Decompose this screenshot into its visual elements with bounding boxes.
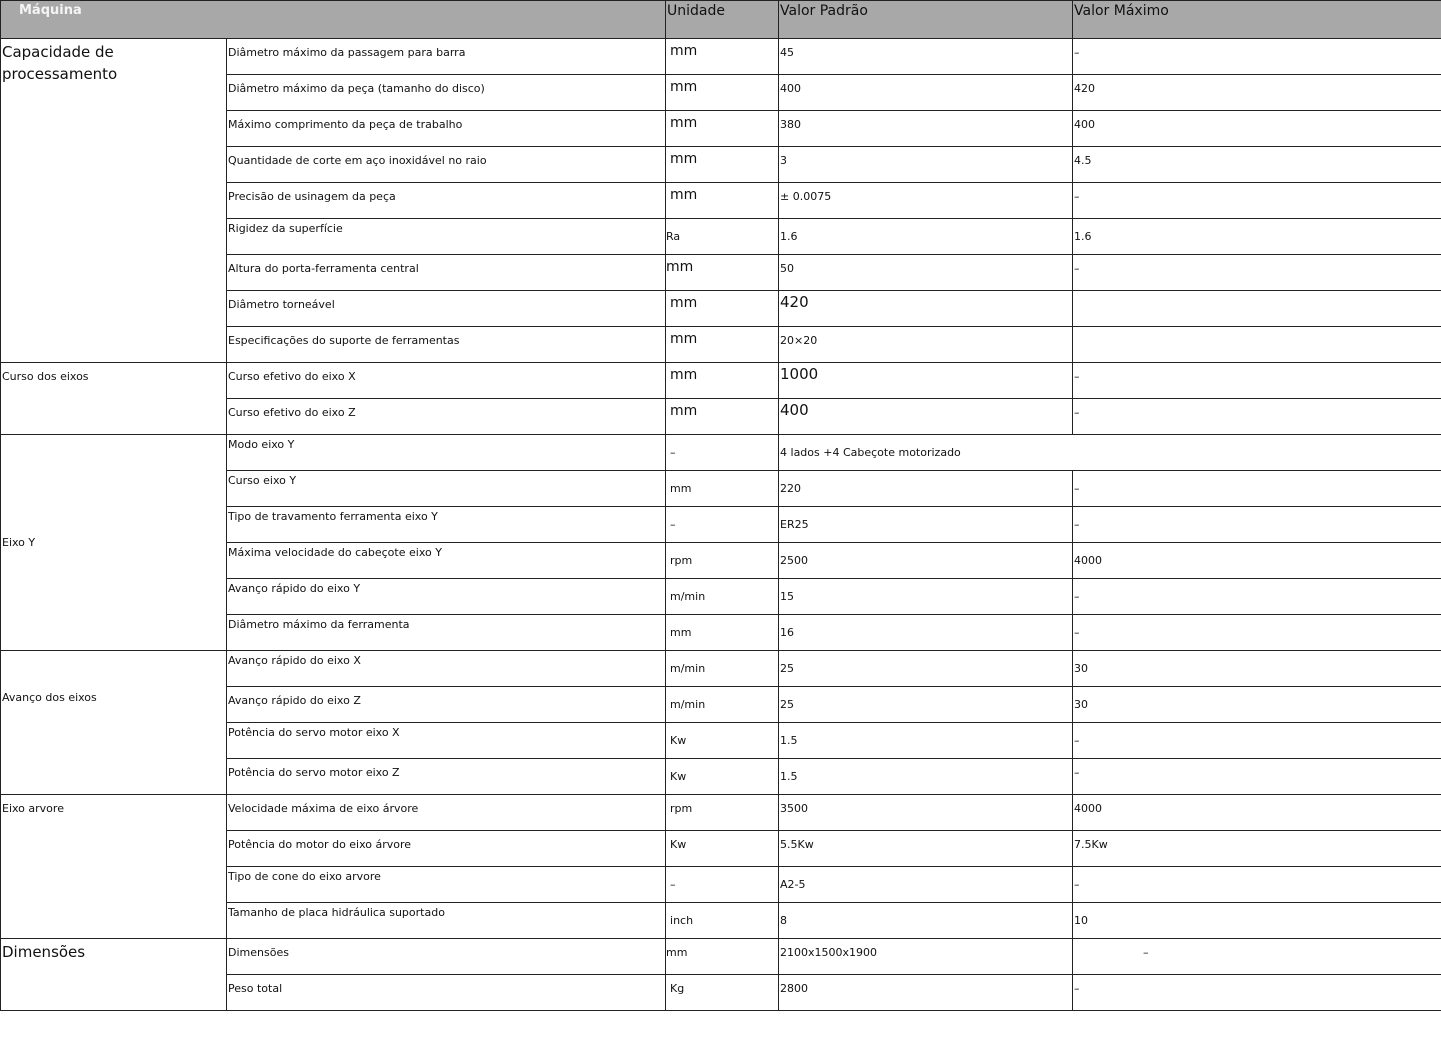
row-max-value: – [1073, 507, 1441, 543]
table-row [1, 651, 1441, 687]
row-default-value: 400 [779, 75, 1073, 111]
row-default-value: 45 [779, 39, 1073, 75]
row-unit: mm [666, 939, 779, 975]
row-default-value: 420 [779, 291, 1073, 327]
row-unit: mm [666, 39, 779, 75]
row-unit: mm [666, 255, 779, 291]
row-unit: mm [666, 147, 779, 183]
row-unit: mm [666, 327, 779, 363]
row-max-value: – [1073, 723, 1441, 759]
row-max-value: – [1073, 759, 1441, 795]
row-max-value: 1.6 [1073, 219, 1441, 255]
row-description: Avanço rápido do eixo Z [227, 687, 666, 723]
row-description: Curso efetivo do eixo X [227, 363, 666, 399]
header-default-value: Valor Padrão [779, 1, 1073, 39]
row-unit: – [666, 867, 779, 903]
row-unit: rpm [666, 795, 779, 831]
row-unit: m/min [666, 579, 779, 615]
row-max-value: – [1073, 471, 1441, 507]
row-default-value: 4 lados +4 Cabeçote motorizado [779, 435, 1441, 471]
row-default-value: 25 [779, 687, 1073, 723]
row-description: Potência do motor do eixo árvore [227, 831, 666, 867]
row-description: Dimensões [227, 939, 666, 975]
group-capacity: Capacidade de processamento [1, 39, 227, 363]
row-max-value: 30 [1073, 687, 1441, 723]
row-max-value: 4000 [1073, 795, 1441, 831]
row-max-value: – [1073, 255, 1441, 291]
row-max-value: – [1073, 183, 1441, 219]
row-default-value: 380 [779, 111, 1073, 147]
row-unit: mm [666, 471, 779, 507]
row-description: Diâmetro máximo da peça (tamanho do disco) [227, 75, 666, 111]
row-unit: Kw [666, 759, 779, 795]
table-row [1, 435, 1441, 471]
row-max-value: – [1073, 363, 1441, 399]
row-default-value: 16 [779, 615, 1073, 651]
row-unit: – [666, 435, 779, 471]
row-default-value: 3 [779, 147, 1073, 183]
row-description: Avanço rápido do eixo Y [227, 579, 666, 615]
row-unit: – [666, 507, 779, 543]
row-unit: mm [666, 615, 779, 651]
row-description: Diâmetro torneável [227, 291, 666, 327]
group-dimensions: Dimensões [1, 939, 227, 1011]
table-row [1, 39, 1441, 75]
row-max-value: 7.5Kw [1073, 831, 1441, 867]
row-default-value: 220 [779, 471, 1073, 507]
row-default-value: 50 [779, 255, 1073, 291]
row-default-value: 25 [779, 651, 1073, 687]
row-unit: m/min [666, 651, 779, 687]
row-unit: mm [666, 291, 779, 327]
row-description: Modo eixo Y [227, 435, 666, 471]
row-description: Precisão de usinagem da peça [227, 183, 666, 219]
group-axis-travel: Curso dos eixos [1, 363, 227, 435]
row-description: Diâmetro máximo da ferramenta [227, 615, 666, 651]
row-unit: inch [666, 903, 779, 939]
row-default-value: 1.5 [779, 759, 1073, 795]
row-default-value: 8 [779, 903, 1073, 939]
table-row [1, 939, 1441, 975]
group-y-axis: Eixo Y [1, 435, 227, 651]
row-description: Tipo de travamento ferramenta eixo Y [227, 507, 666, 543]
row-unit: Kg [666, 975, 779, 1011]
row-max-value: 30 [1073, 651, 1441, 687]
row-description: Potência do servo motor eixo Z [227, 759, 666, 795]
row-description: Diâmetro máximo da passagem para barra [227, 39, 666, 75]
row-description: Velocidade máxima de eixo árvore [227, 795, 666, 831]
row-max-value: 4.5 [1073, 147, 1441, 183]
row-unit: Kw [666, 723, 779, 759]
row-default-value: 1000 [779, 363, 1073, 399]
row-description: Curso eixo Y [227, 471, 666, 507]
row-unit: mm [666, 183, 779, 219]
row-default-value: 2500 [779, 543, 1073, 579]
row-description: Avanço rápido do eixo X [227, 651, 666, 687]
row-description: Quantidade de corte em aço inoxidável no raio [227, 147, 666, 183]
row-description: Peso total [227, 975, 666, 1011]
row-unit: mm [666, 75, 779, 111]
row-max-value [1073, 327, 1441, 363]
row-description: Máxima velocidade do cabeçote eixo Y [227, 543, 666, 579]
header-unit: Unidade [666, 1, 779, 39]
row-default-value: 1.6 [779, 219, 1073, 255]
header-machine: Máquina [1, 1, 666, 39]
row-unit: m/min [666, 687, 779, 723]
row-unit: mm [666, 399, 779, 435]
row-unit: Ra [666, 219, 779, 255]
row-max-value: – [1073, 615, 1441, 651]
row-description: Máximo comprimento da peça de trabalho [227, 111, 666, 147]
row-unit: mm [666, 111, 779, 147]
row-max-value: – [1073, 399, 1441, 435]
row-default-value: 400 [779, 399, 1073, 435]
row-default-value: A2-5 [779, 867, 1073, 903]
row-max-value: 10 [1073, 903, 1441, 939]
row-max-value: – [1073, 579, 1441, 615]
header-row [1, 1, 1441, 39]
row-description: Tipo de cone do eixo arvore [227, 867, 666, 903]
row-max-value: – [1073, 939, 1441, 975]
row-description: Rigidez da superfície [227, 219, 666, 255]
row-description: Especificações do suporte de ferramentas [227, 327, 666, 363]
row-max-value: – [1073, 867, 1441, 903]
row-default-value: ER25 [779, 507, 1073, 543]
row-max-value [1073, 291, 1441, 327]
row-max-value: 420 [1073, 75, 1441, 111]
table-row [1, 363, 1441, 399]
group-axis-feed: Avanço dos eixos [1, 651, 227, 795]
row-max-value: – [1073, 39, 1441, 75]
row-max-value: 4000 [1073, 543, 1441, 579]
row-unit: rpm [666, 543, 779, 579]
group-spindle: Eixo arvore [1, 795, 227, 939]
row-default-value: 1.5 [779, 723, 1073, 759]
row-default-value: 15 [779, 579, 1073, 615]
row-default-value: ± 0.0075 [779, 183, 1073, 219]
row-default-value: 5.5Kw [779, 831, 1073, 867]
row-default-value: 3500 [779, 795, 1073, 831]
row-default-value: 20×20 [779, 327, 1073, 363]
row-unit: mm [666, 363, 779, 399]
row-description: Curso efetivo do eixo Z [227, 399, 666, 435]
row-description: Altura do porta-ferramenta central [227, 255, 666, 291]
row-max-value: – [1073, 975, 1441, 1011]
row-description: Tamanho de placa hidráulica suportado [227, 903, 666, 939]
row-default-value: 2800 [779, 975, 1073, 1011]
row-description: Potência do servo motor eixo X [227, 723, 666, 759]
table-row [1, 795, 1441, 831]
row-default-value: 2100x1500x1900 [779, 939, 1073, 975]
row-max-value: 400 [1073, 111, 1441, 147]
header-max-value: Valor Máximo [1073, 1, 1441, 39]
row-unit: Kw [666, 831, 779, 867]
